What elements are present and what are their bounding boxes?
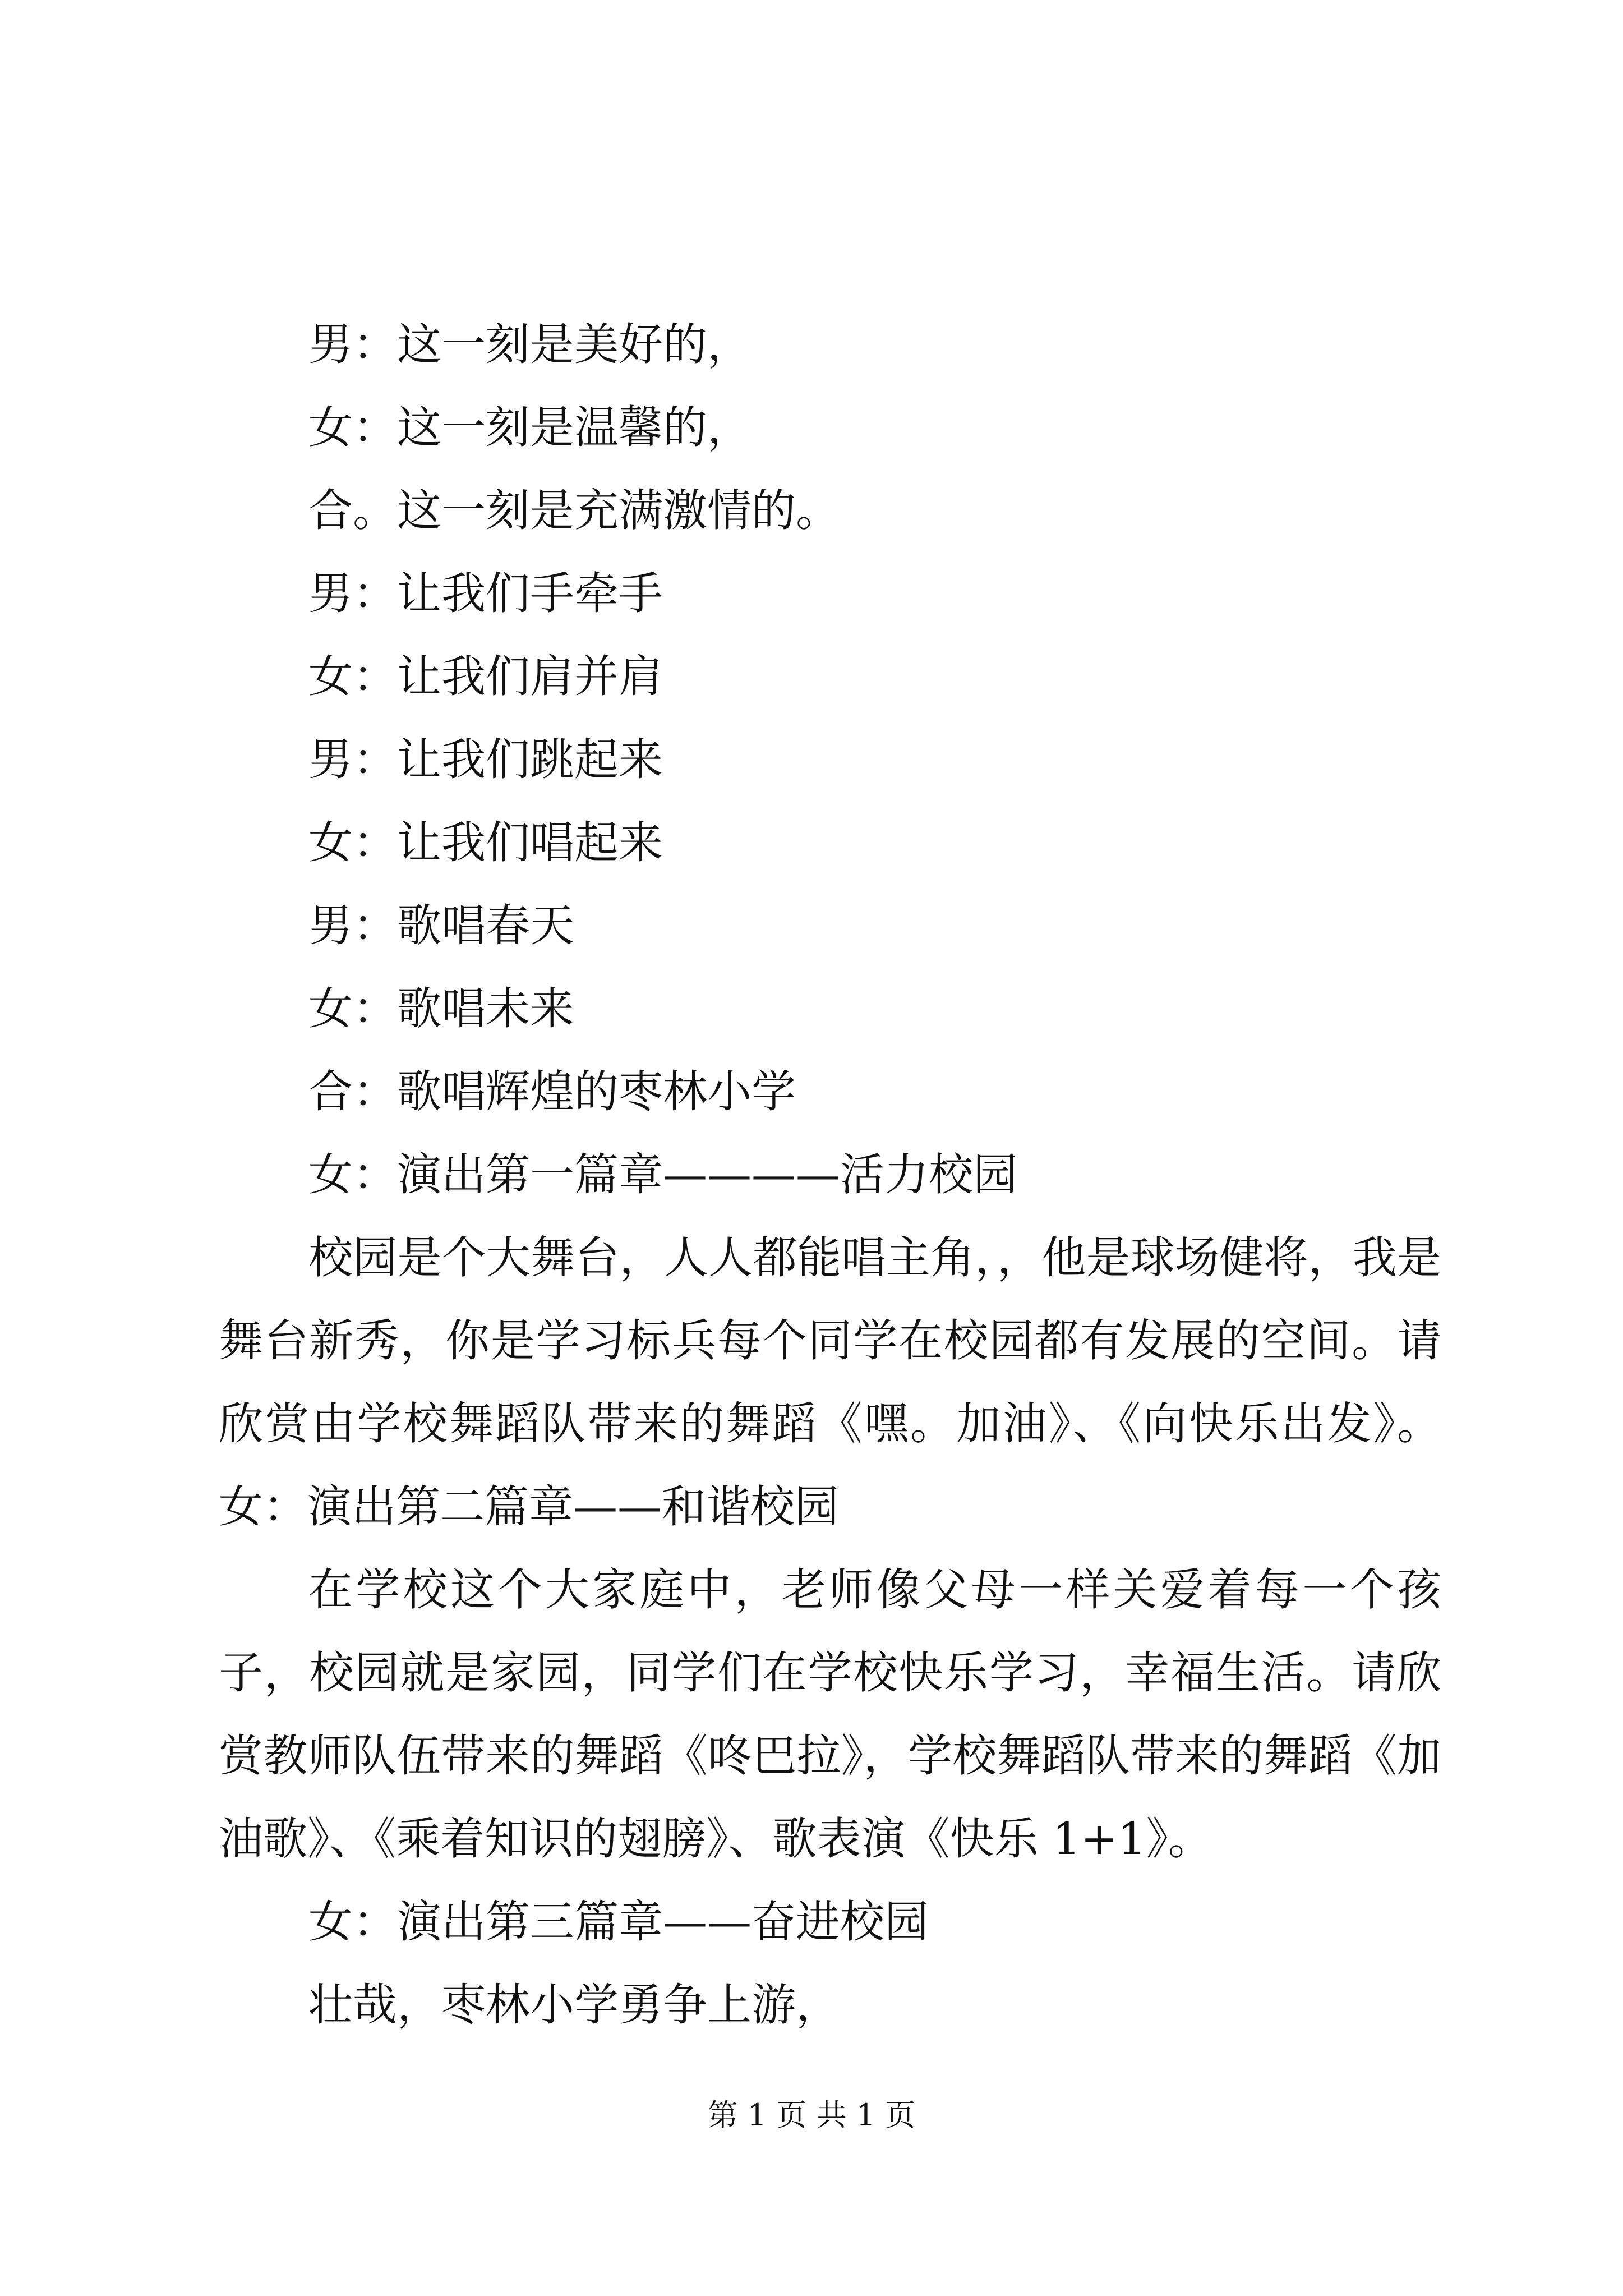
paragraph-harmonious-campus: 在学校这个大家庭中，老师像父母一样关爱着每一个孩子，校园就是家园，同学们在学校快乐学习，幸福生活。请欣赏教师队伍带来的舞蹈《咚巴拉》，学校舞蹈队带来的舞蹈《加油歌》、《乘着知识的翅膀》、歌表演《快乐 1+1》。: [219, 1564, 1441, 1865]
dialogue-line: 女：让我们肩并肩: [308, 651, 663, 702]
document-body: [219, 303, 1441, 2046]
dialogue-line: 合。这一刻是充满激情的。: [308, 485, 840, 536]
dialogue-line: 女：演出第一篇章————活力校园: [308, 1149, 1017, 1200]
dialogue-line: 男：歌唱春天: [308, 900, 574, 951]
dialogue-line: 男：让我们手牵手: [308, 568, 663, 619]
dialogue-line: 女：歌唱未来: [308, 983, 574, 1034]
dialogue-line: 女：让我们唱起来: [308, 817, 663, 868]
dialogue-line: 男：这一刻是美好的，: [308, 319, 751, 370]
page-footer: 第 1 页 共 1 页: [707, 2097, 916, 2133]
paragraph-vibrant-campus: 校园是个大舞台，人人都能唱主角，，他是球场健将，我是舞台新秀，你是学习标兵每个同学在校园都有发展的空间。请欣赏由学校舞蹈队带来的舞蹈《嘿。加油》、《向快乐出发》。女：演出第二篇章——和谐校园: [219, 1232, 1441, 1533]
dialogue-line: 男：让我们跳起来: [308, 734, 663, 785]
dialogue-line: 合：歌唱辉煌的枣林小学: [308, 1066, 796, 1117]
dialogue-line: 女：这一刻是温馨的，: [308, 402, 751, 453]
dialogue-line: 女：演出第三篇章——奋进校园: [308, 1896, 929, 1948]
dialogue-line: 壮哉，枣林小学勇争上游，: [308, 1979, 840, 2031]
